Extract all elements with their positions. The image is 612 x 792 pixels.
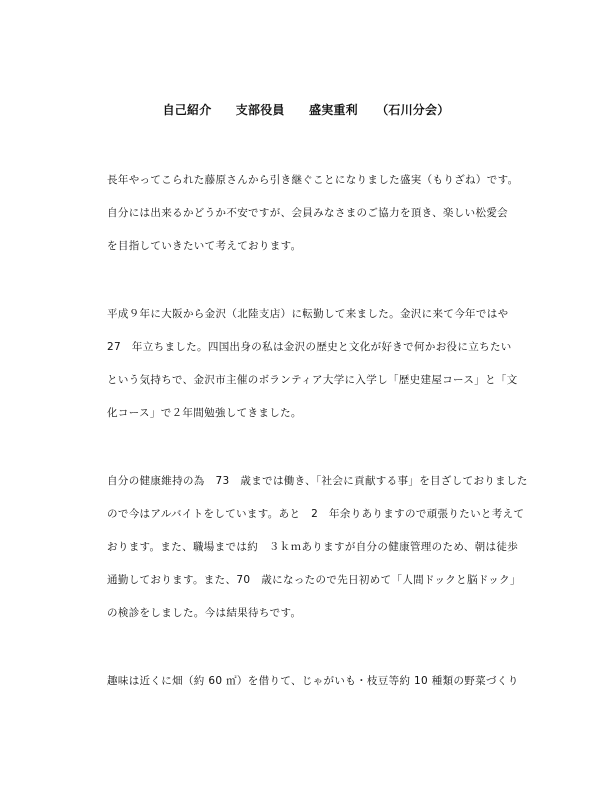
text-line: を目指していきたいて考えております。 (107, 240, 302, 252)
page-title: 自己紹介 支部役員 盛実重利 （石川分会） (162, 103, 450, 117)
text-line: おります。また、職場までは約 ３ｋｍありますが自分の健康管理のため、朝は徒歩 (107, 541, 519, 553)
text-line: 自分には出来るかどうか不安ですが、会員みなさまのご協力を頂き、楽しい松愛会 (107, 207, 509, 219)
text-line: 趣味は近くに畑（約 60 ㎡）を借りて、じゃがいも・枝豆等約 10 種類の野菜づくり (107, 675, 519, 687)
paragraph-hobby (107, 665, 517, 698)
text-line: 化コース」で２年間勉強してきました。 (107, 407, 302, 419)
text-line: ので今はアルバイトをしています。あと 2 年余りありますので頑張りたいと考えて (107, 508, 525, 520)
text-line: 通勤しております。また、70 歳になったので先日初めて「人間ドックと脳ドック」 (107, 574, 521, 586)
text-line: 平成９年に大阪から金沢（北陸支店）に転勤して来ました。金沢に来て今年ではや (107, 308, 509, 320)
paragraph-background (107, 298, 517, 430)
text-line: の検診をしました。今は結果待ちです。 (107, 607, 302, 619)
document-body (107, 164, 528, 698)
text-line: 27 年立ちました。四国出身の私は金沢の歴史と文化が好きで何かお役に立ちたい (107, 341, 512, 353)
paragraph-health (107, 465, 528, 630)
text-line: という気持ちで、金沢市主催のボランティア大学に入学し「歴史建屋コース」と「文 (107, 374, 518, 386)
text-line: 自分の健康維持の為 73 歳までは働き、「社会に貢献する事」を目ざしておりました (107, 475, 528, 487)
paragraph-introduction (107, 164, 517, 263)
text-line: 長年やってこられた藤原さんから引き継ぐことになりました盛実（もりざね）です。 (107, 174, 519, 186)
